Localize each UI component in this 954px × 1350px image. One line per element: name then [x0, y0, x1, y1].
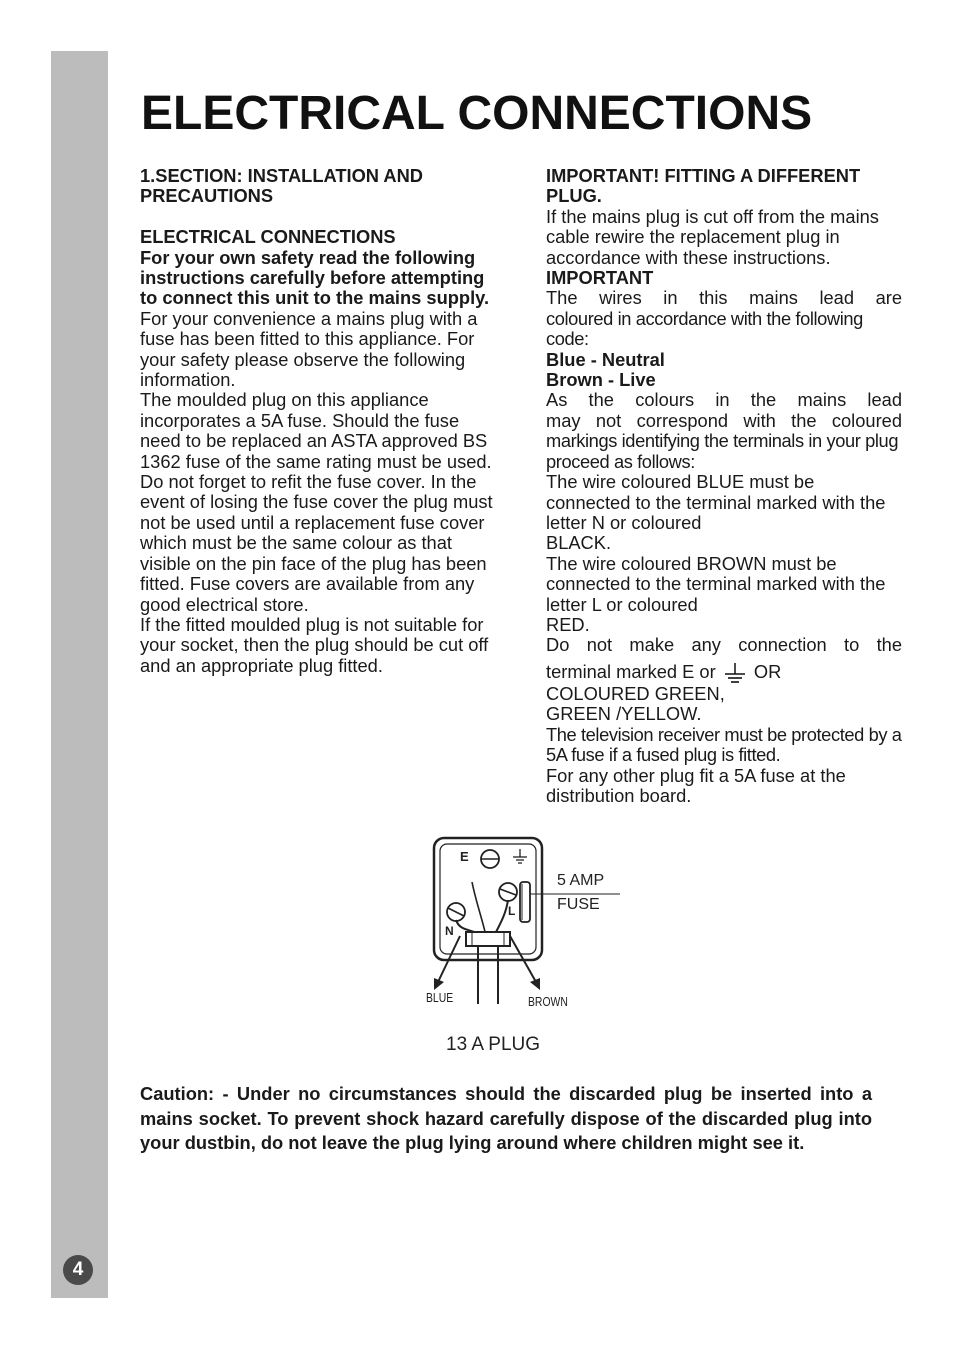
- blue-wire-colour: BLACK.: [546, 532, 612, 554]
- fuse-label-fuse: FUSE: [557, 896, 600, 913]
- right-column: [546, 166, 902, 806]
- earth-line-3: COLOURED GREEN,: [546, 682, 725, 704]
- paragraph-rewire: If the mains plug is cut off from the mains cable rewire the replacement plug in accordance with these instructions.: [546, 205, 879, 268]
- figure-caption: 13 A PLUG: [446, 1034, 541, 1055]
- earth-line-4: GREEN /YELLOW.: [546, 703, 702, 725]
- earth-line-1: Do not make any connection to the: [546, 634, 902, 656]
- left-column: [140, 166, 496, 676]
- earth-line-2: [546, 662, 902, 684]
- paragraph-unsuitable-plug: If the fitted moulded plug is not suitable for your socket, then the plug should be cut off and an appropriate plug fitted.: [140, 613, 489, 676]
- paragraph-fuse: The moulded plug on this appliance incorporates a 5A fuse. Should the fuse need to be replaced an ASTA approved BS 1362 fuse of the same rating must be used. Do not forget to refit the fuse cover. In the event of losing the fuse cover the plug must not be used until a replacement fuse cover which must be the same colour as that visible on the pin face of the plug has been fitted. Fuse covers are available from any good electrical store.: [140, 389, 493, 615]
- blue-wire-label: BLUE: [426, 990, 454, 1005]
- terminal-l-label: L: [508, 904, 516, 918]
- brown-wire-label: BROWN: [528, 994, 568, 1009]
- blue-wire-instruction: The wire coloured BLUE must be connected to the terminal marked with the letter N or coloured: [546, 471, 886, 533]
- earth-symbol-icon: [723, 662, 747, 684]
- terminal-n-label: N: [445, 924, 454, 938]
- subheading: ELECTRICAL CONNECTIONS: [140, 226, 396, 248]
- tv-protection: The television receiver must be protected by a 5A fuse if a fused plug is fitted.: [546, 723, 902, 766]
- section-heading-1: 1.SECTION: INSTALLATION AND: [140, 165, 424, 186]
- fuse-label-amp: 5 AMP: [557, 872, 605, 889]
- page-title: ELECTRICAL CONNECTIONS: [141, 87, 813, 140]
- colours-line-1: As the colours in the mains lead: [546, 389, 902, 411]
- important-label: IMPORTANT: [546, 267, 654, 289]
- wires-code-intro: coloured in accordance with the following code:: [546, 307, 863, 350]
- safety-instruction: For your own safety read the following instructions carefully before attempting to connect this unit to the mains supply.: [140, 246, 490, 309]
- plug-wiring-illustration: [420, 832, 630, 1062]
- brown-wire-instruction: The wire coloured BROWN must be connected to the terminal marked with the letter L or coloured: [546, 552, 886, 615]
- terminal-e-label: E: [460, 849, 469, 864]
- code-brown-live: Brown - Live: [546, 369, 656, 391]
- caution-notice: Caution: - Under no circumstances should the discarded plug be inserted into a mains socket. To prevent shock hazard carefully dispose of the discarded plug into your dustbin, do not leave the plug lying around where children might see it.: [140, 1083, 872, 1153]
- wires-line-1: The wires in this mains lead are: [546, 287, 902, 309]
- side-bar: [51, 51, 108, 1298]
- paragraph-convenience: For your convenience a mains plug with a fuse has been fitted to this appliance. For your safety please observe the following information.: [140, 307, 478, 391]
- earth-line-2-or: OR: [753, 660, 782, 682]
- code-blue-neutral: Blue - Neutral: [546, 348, 665, 370]
- colours-proceed: markings identifying the terminals in your plug proceed as follows:: [546, 430, 899, 472]
- section-heading-2: PRECAUTIONS: [140, 185, 274, 207]
- brown-wire-colour: RED.: [546, 613, 590, 635]
- other-plug: For any other plug fit a 5A fuse at the distribution board.: [546, 764, 846, 806]
- plug-diagram: [420, 832, 630, 1062]
- important-heading: IMPORTANT! FITTING A DIFFERENT PLUG.: [546, 165, 861, 207]
- earth-line-2-text: terminal marked E or: [546, 660, 716, 682]
- page-number: 4: [63, 1255, 93, 1285]
- colours-line-2: may not correspond with the coloured: [546, 409, 902, 431]
